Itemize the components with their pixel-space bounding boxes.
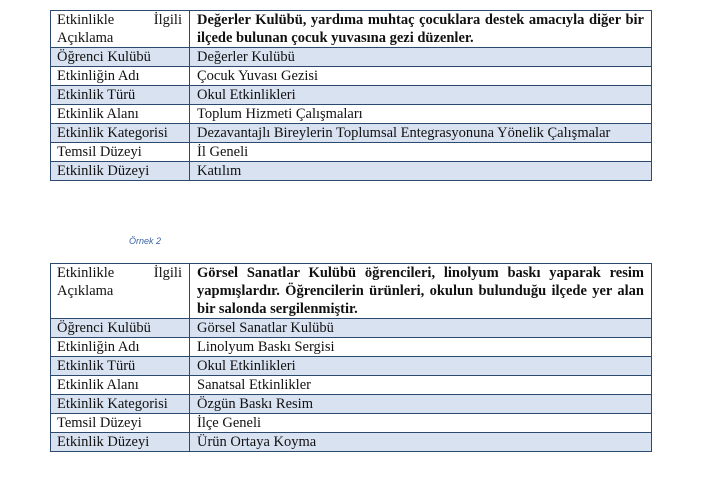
table-row <box>51 319 652 338</box>
activity-table-2 <box>50 263 652 452</box>
table-row <box>51 48 652 67</box>
row-value: Çocuk Yuvası Gezisi <box>190 67 652 86</box>
description-label: Etkinlikle İlgili Açıklama <box>51 264 190 319</box>
row-value: İlçe Geneli <box>190 414 652 433</box>
description-label: Etkinlikle İlgili Açıklama <box>51 11 190 48</box>
description-text: Değerler Kulübü, yardıma muhtaç çocuklara destek amacıyla diğer bir ilçede bulunan çocuk yuvasına gezi düzenler. <box>190 11 652 48</box>
row-label: Öğrenci Kulübü <box>51 48 190 67</box>
description-row <box>51 11 652 48</box>
row-label: Temsil Düzeyi <box>51 414 190 433</box>
description-text: Görsel Sanatlar Kulübü öğrencileri, linolyum baskı yaparak resim yapmışlardır. Öğrencilerin ürünleri, okulun bulunduğu ilçede yer alan bir salonda sergilenmiştir. <box>190 264 652 319</box>
table-row <box>51 124 652 143</box>
row-label: Etkinliğin Adı <box>51 338 190 357</box>
table-row <box>51 86 652 105</box>
row-label: Etkinlik Türü <box>51 86 190 105</box>
row-value: Özgün Baskı Resim <box>190 395 652 414</box>
table-row <box>51 357 652 376</box>
row-value: Değerler Kulübü <box>190 48 652 67</box>
row-label: Etkinlik Alanı <box>51 105 190 124</box>
table-row <box>51 143 652 162</box>
table-row <box>51 338 652 357</box>
row-label: Etkinliğin Adı <box>51 67 190 86</box>
row-value: Sanatsal Etkinlikler <box>190 376 652 395</box>
row-label: Etkinlik Türü <box>51 357 190 376</box>
table-row <box>51 105 652 124</box>
row-label: Etkinlik Kategorisi <box>51 395 190 414</box>
row-value: İl Geneli <box>190 143 652 162</box>
row-value: Görsel Sanatlar Kulübü <box>190 319 652 338</box>
table-row <box>51 376 652 395</box>
row-value: Toplum Hizmeti Çalışmaları <box>190 105 652 124</box>
row-value: Ürün Ortaya Koyma <box>190 433 652 452</box>
example-caption: Örnek 2 <box>129 236 162 246</box>
table-row <box>51 395 652 414</box>
row-label: Etkinlik Düzeyi <box>51 162 190 181</box>
description-row <box>51 264 652 319</box>
row-label: Temsil Düzeyi <box>51 143 190 162</box>
row-label: Etkinlik Alanı <box>51 376 190 395</box>
row-value: Linolyum Baskı Sergisi <box>190 338 652 357</box>
table-row <box>51 67 652 86</box>
row-value: Okul Etkinlikleri <box>190 357 652 376</box>
activity-table-1 <box>50 10 652 181</box>
row-label: Etkinlik Kategorisi <box>51 124 190 143</box>
row-label: Etkinlik Düzeyi <box>51 433 190 452</box>
row-value: Katılım <box>190 162 652 181</box>
table-row <box>51 414 652 433</box>
table-row <box>51 433 652 452</box>
row-value: Dezavantajlı Bireylerin Toplumsal Entegrasyonuna Yönelik Çalışmalar <box>190 124 652 143</box>
row-value: Okul Etkinlikleri <box>190 86 652 105</box>
table-row <box>51 162 652 181</box>
row-label: Öğrenci Kulübü <box>51 319 190 338</box>
